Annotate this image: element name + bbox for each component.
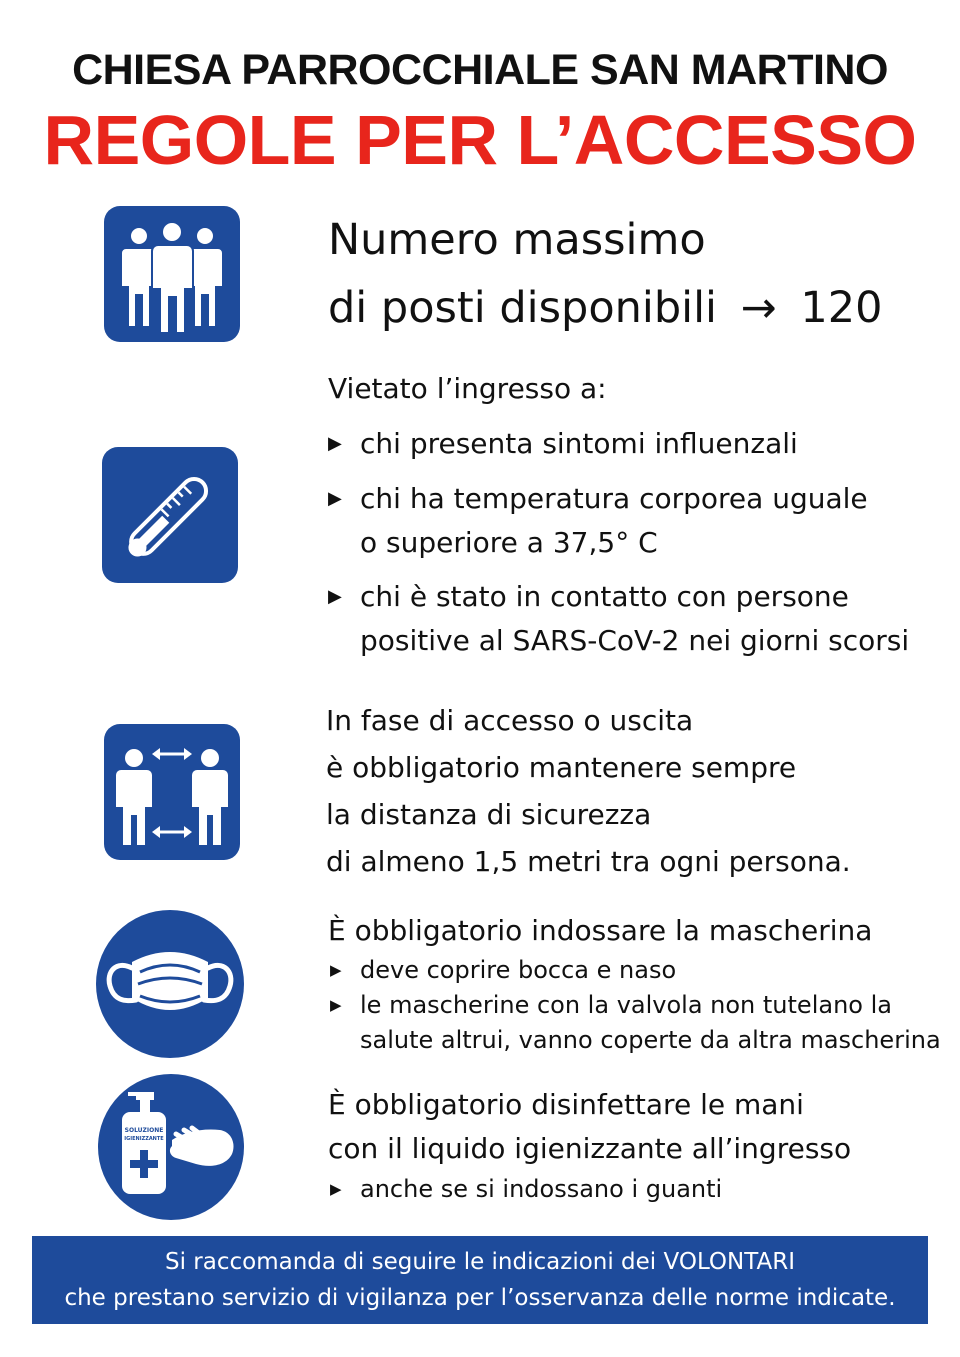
- face-mask-icon: [96, 910, 244, 1062]
- svg-text:SOLUZIONE: SOLUZIONE: [124, 1127, 164, 1134]
- footer-banner: [32, 1236, 928, 1324]
- capacity-line-1: Numero massimo: [328, 215, 706, 265]
- mask-heading: È obbligatorio indossare la mascherina: [328, 914, 873, 947]
- page-title: REGOLE PER L’ACCESSO: [43, 101, 917, 179]
- footer-line-2: che prestano servizio di vigilanza per l’osservanza delle norme indicate.: [64, 1285, 896, 1311]
- arrow-icon: →: [740, 283, 777, 333]
- hands-heading: È obbligatorio disinfettare le mani con il liquido igienizzante all’ingresso: [328, 1088, 852, 1165]
- distance-text: In fase di accesso o uscita è obbligatorio mantenere sempre la distanza di sicurezza di almeno 1,5 metri tra ogni persona.: [326, 704, 851, 878]
- bullet-triangle-icon: ▶: [328, 433, 342, 454]
- svg-text:IGIENIZZANTE: IGIENIZZANTE: [124, 1136, 164, 1142]
- capacity-line-2: [328, 274, 882, 342]
- bullet-triangle-icon: ▶: [330, 996, 342, 1014]
- footer-line-1: Si raccomanda di seguire le indicazioni dei VOLONTARI: [164, 1249, 796, 1275]
- bullet-triangle-icon: ▶: [330, 961, 342, 979]
- bullet-triangle-icon: ▶: [330, 1180, 342, 1198]
- thermometer-icon: [102, 447, 238, 587]
- bullet-triangle-icon: ▶: [328, 488, 342, 509]
- capacity-label: di posti disponibili: [328, 283, 717, 333]
- capacity-number: 120: [800, 283, 883, 333]
- forbidden-heading: Vietato l’ingresso a:: [328, 372, 607, 405]
- hand-sanitizer-icon: [98, 1074, 244, 1224]
- bullet-triangle-icon: ▶: [328, 586, 342, 607]
- social-distance-icon: [104, 724, 240, 864]
- church-name: CHIESA PARROCCHIALE SAN MARTINO: [72, 46, 888, 94]
- people-group-icon: [104, 206, 240, 346]
